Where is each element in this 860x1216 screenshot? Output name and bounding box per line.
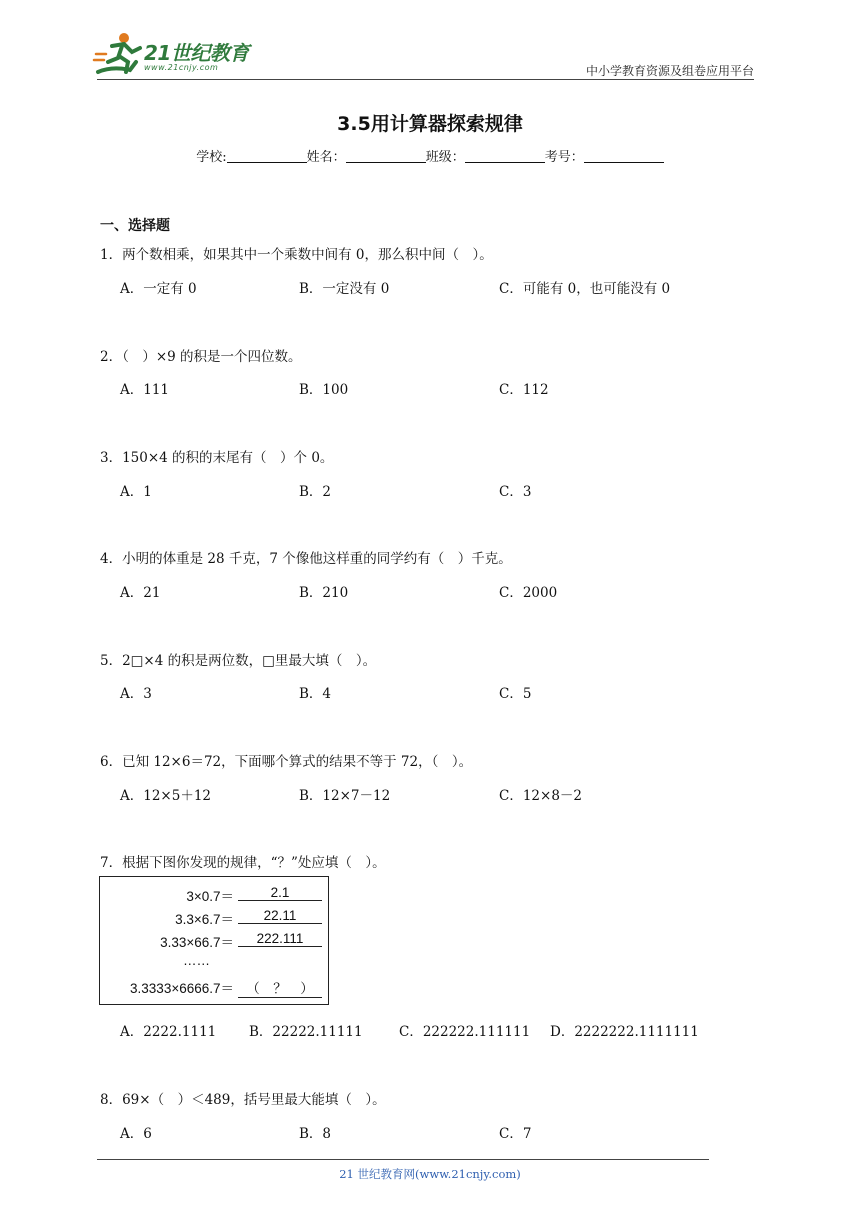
student-info-line (0, 146, 860, 165)
question-4-option-c[interactable]: C．2000 (499, 585, 558, 601)
question-7-option-a[interactable]: A．2222.1111 (120, 1024, 217, 1040)
question-2-option-a[interactable]: A．111 (120, 382, 170, 398)
figure-answer: 22.11 (238, 908, 322, 924)
exam-number-blank[interactable] (584, 150, 664, 163)
question-8-option-a[interactable]: A．6 (120, 1126, 152, 1142)
question-7-text: 7．根据下图你发现的规律，“？”处应填（ ）。 (100, 855, 386, 871)
question-7-option-c[interactable]: C．222222.111111 (399, 1024, 531, 1040)
header-platform-text: 中小学教育资源及组卷应用平台 (585, 64, 754, 78)
question-3-option-b[interactable]: B．2 (299, 484, 332, 500)
question-2-text: 2．（ ）×9 的积是一个四位数。 (100, 349, 302, 365)
info-school-label: 学校: (196, 150, 227, 165)
question-3-option-a[interactable]: A．1 (120, 484, 152, 500)
question-5-option-c[interactable]: C．5 (499, 686, 532, 702)
question-6-option-a[interactable]: A．12×5＋12 (120, 788, 212, 804)
question-2-option-b[interactable]: B．100 (299, 382, 349, 398)
info-name-label: 姓名： (306, 150, 346, 165)
question-2-option-c[interactable]: C．112 (499, 382, 549, 398)
info-exam-number-label: 考号： (544, 150, 584, 165)
question-4-option-b[interactable]: B．210 (299, 585, 349, 601)
figure-answer: 2.1 (238, 885, 322, 901)
figure-equation: 3.3×6.7＝ (175, 912, 234, 927)
question-7-option-b[interactable]: B．22222.11111 (249, 1024, 363, 1040)
question-4-option-a[interactable]: A．21 (120, 585, 161, 601)
figure-row (100, 953, 328, 973)
figure-ellipsis: …… (183, 953, 210, 968)
question-7-option-d[interactable]: D．2222222.1111111 (550, 1024, 699, 1040)
figure-row (100, 977, 328, 997)
header-divider (97, 79, 754, 80)
question-1-text: 1．两个数相乘，如果其中一个乘数中间有 0，那么积中间（ ）。 (100, 247, 493, 263)
logo-text: 21世纪教育 (144, 41, 249, 65)
question-5-text: 5．2□×4 的积是两位数，□里最大填（ ）。 (100, 653, 377, 669)
question-1-option-c[interactable]: C．可能有 0，也可能没有 0 (499, 281, 671, 297)
question-6-option-b[interactable]: B．12×7－12 (299, 788, 391, 804)
figure-row (100, 885, 328, 905)
figure-equation: 3.3333×6666.7＝ (130, 981, 234, 996)
question-6-option-c[interactable]: C．12×8－2 (499, 788, 582, 804)
class-blank[interactable] (465, 150, 545, 163)
section-title: 一、选择题 (100, 218, 170, 234)
figure-answer-blank: （ ？ ） (238, 977, 322, 998)
figure-row (100, 908, 328, 928)
question-8-option-b[interactable]: B．8 (299, 1126, 332, 1142)
question-8-option-c[interactable]: C．7 (499, 1126, 532, 1142)
info-class-label: 班级： (425, 150, 465, 165)
logo-url: www.21cnjy.com (144, 63, 219, 72)
figure-answer: 222.111 (238, 931, 322, 947)
pattern-figure (99, 876, 329, 1005)
footer-divider (97, 1159, 709, 1160)
question-5-option-b[interactable]: B．4 (299, 686, 332, 702)
question-3-option-c[interactable]: C．3 (499, 484, 532, 500)
figure-equation: 3.33×66.7＝ (160, 935, 234, 950)
figure-equation: 3×0.7＝ (186, 889, 234, 904)
question-3-text: 3．150×4 的积的末尾有（ ）个 0。 (100, 450, 334, 466)
question-1-option-b[interactable]: B．一定没有 0 (299, 281, 390, 297)
question-8-text: 8．69×（ ）＜489，括号里最大能填（ ）。 (100, 1092, 386, 1108)
figure-row (100, 931, 328, 951)
runner-logo-icon (92, 32, 152, 78)
question-4-text: 4．小明的体重是 28 千克，7 个像他这样重的同学约有（ ）千克。 (100, 551, 512, 567)
question-6-text: 6．已知 12×6＝72，下面哪个算式的结果不等于 72，（ ）。 (100, 754, 473, 770)
name-blank[interactable] (346, 150, 426, 163)
page-title: 3.5用计算器探索规律 (337, 113, 523, 135)
school-blank[interactable] (227, 150, 307, 163)
question-1-option-a[interactable]: A．一定有 0 (120, 281, 197, 297)
question-5-option-a[interactable]: A．3 (120, 686, 152, 702)
footer-link[interactable]: 21 世纪教育网(www.21cnjy.com) (339, 1167, 521, 1181)
